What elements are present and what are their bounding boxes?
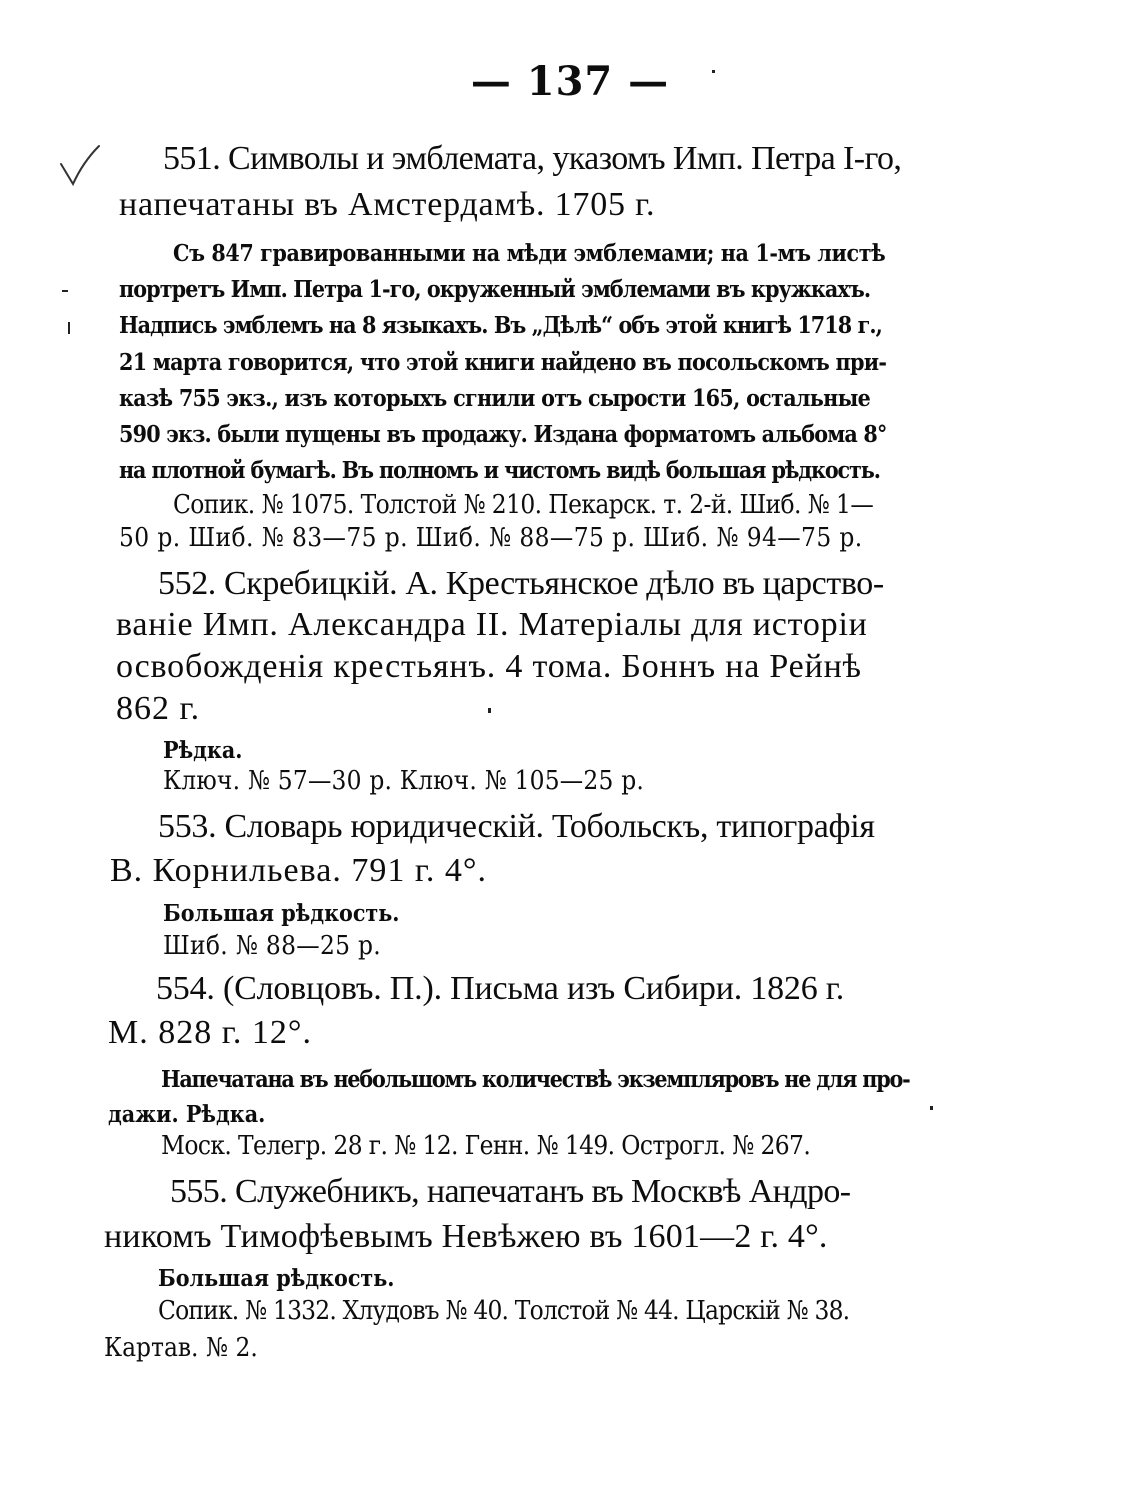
- handwritten-checkmark-icon: [55, 140, 105, 190]
- entry-description-line: Съ 847 гравированными на мѣди эмблемами; на 1-мъ листѣ: [173, 240, 886, 267]
- entry-references-line: 50 р. Шиб. № 83—75 р. Шиб. № 88—75 р. Шиб. № 94—75 р.: [119, 523, 863, 553]
- entry-description-line: казѣ 755 экз., изъ которыхъ сгнили отъ сырости 165, остальные: [119, 385, 871, 412]
- print-speck: [930, 1106, 933, 1110]
- entry-description-line: на плотной бумагѣ. Въ полномъ и чистомъ видѣ большая рѣдкость.: [119, 457, 880, 484]
- entry-description-line: Рѣдка.: [163, 737, 243, 764]
- entry-heading-line: напечатаны въ Амстердамѣ. 1705 г.: [119, 186, 656, 223]
- print-speck: [62, 290, 68, 292]
- print-speck: [488, 708, 491, 713]
- entry-description-line: Напечатана въ небольшомъ количествѣ экземпляровъ не для про-: [161, 1066, 910, 1093]
- entry-heading-line: освобожденія крестьянъ. 4 тома. Боннъ на Рейнѣ: [116, 648, 862, 685]
- entry-heading-line: 862 г.: [116, 690, 201, 727]
- entry-heading-line: 554. (Словцовъ. П.). Письма изъ Сибири. 1826 г.: [156, 970, 844, 1007]
- entry-heading-line: ваніе Имп. Александра II. Матеріалы для исторіи: [116, 606, 868, 643]
- entry-references-line: Шиб. № 88—25 р.: [163, 931, 382, 961]
- entry-heading-line: М. 828 г. 12°.: [108, 1014, 312, 1051]
- entry-references-line: Картав. № 2.: [104, 1333, 258, 1363]
- print-speck: [712, 70, 715, 73]
- entry-heading-line: никомъ Тимофѣевымъ Невѣжею въ 1601—2 г. 4°.: [104, 1218, 828, 1255]
- page-number: — 137 —: [470, 58, 670, 105]
- entry-heading-line: 552. Скребицкій. А. Крестьянское дѣло въ царство-: [158, 565, 884, 602]
- entry-description-line: портретъ Имп. Петра 1-го, окруженный эмблемами въ кружкахъ.: [119, 276, 871, 303]
- entry-description-line: 590 экз. были пущены въ продажу. Издана форматомъ альбома 8°: [119, 421, 887, 448]
- entry-description-line: Большая рѣдкость.: [158, 1265, 395, 1292]
- entry-description-line: Надпись эмблемъ на 8 языкахъ. Въ „Дѣлѣ“ объ этой книгѣ 1718 г.,: [119, 312, 882, 339]
- entry-references-line: Ключ. № 57—30 р. Ключ. № 105—25 р.: [163, 766, 644, 796]
- entry-heading-line: В. Корнильева. 791 г. 4°.: [110, 852, 488, 889]
- entry-references-line: Сопик. № 1332. Хлудовъ № 40. Толстой № 44. Царскій № 38.: [158, 1296, 850, 1326]
- entry-heading-line: 555. Служебникъ, напечатанъ въ Москвѣ Андро-: [170, 1173, 851, 1210]
- print-speck: [68, 322, 70, 334]
- entry-description-line: Большая рѣдкость.: [163, 900, 400, 927]
- entry-references-line: Моск. Телегр. 28 г. № 12. Генн. № 149. Острогл. № 267.: [161, 1131, 811, 1161]
- entry-references-line: Сопик. № 1075. Толстой № 210. Пекарск. т. 2-й. Шиб. № 1—: [173, 490, 874, 520]
- entry-description-line: дажи. Рѣдка.: [108, 1101, 266, 1128]
- entry-description-line: 21 марта говорится, что этой книги найдено въ посольскомъ при-: [119, 349, 887, 376]
- entry-heading-line: 551. Символы и эмблемата, указомъ Имп. Петра I-го,: [163, 140, 902, 177]
- entry-heading-line: 553. Словарь юридическій. Тобольскъ, типографія: [158, 808, 875, 845]
